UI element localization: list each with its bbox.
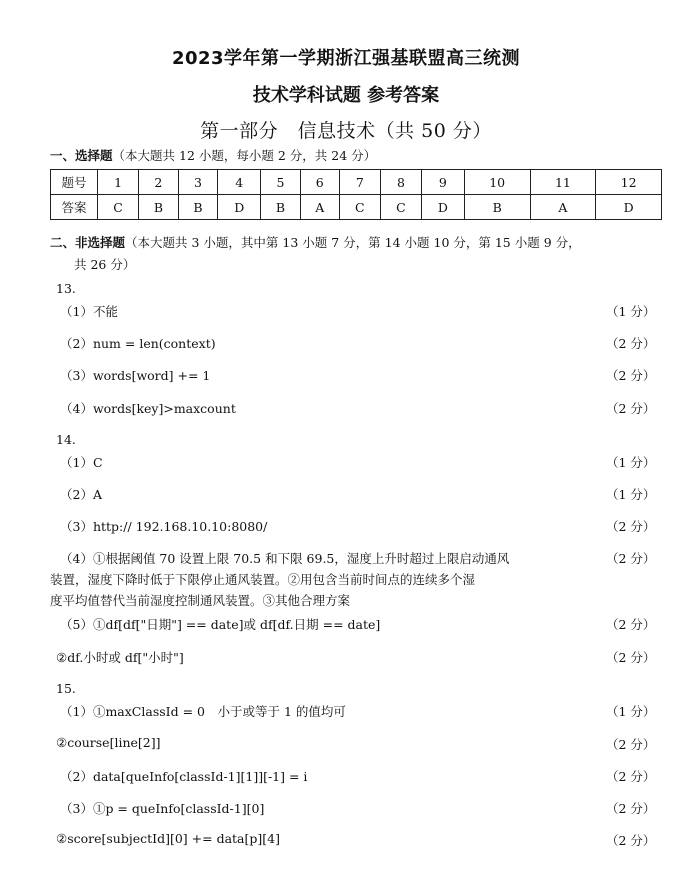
table-cell: A bbox=[530, 195, 596, 220]
q15-number: 15. bbox=[56, 681, 76, 696]
q13-item-3-points: （2 分） bbox=[606, 368, 656, 383]
table-cell: 7 bbox=[339, 170, 380, 195]
doc-subtitle: 技术学科试题 参考答案 bbox=[252, 85, 440, 106]
q14-item-1-points: （1 分） bbox=[606, 455, 656, 470]
q14-item-4-points: （2 分） bbox=[606, 551, 656, 566]
q14-number: 14. bbox=[56, 432, 76, 447]
table-cell: 6 bbox=[300, 170, 339, 195]
table-cell: 8 bbox=[380, 170, 421, 195]
part-title: 第一部分 信息技术（共 50 分） bbox=[200, 120, 492, 142]
section2-heading bbox=[50, 233, 581, 251]
q14-item-4-line1: （4）①根据阈值 70 设置上限 70.5 和下限 69.5，湿度上升时超过上限启动通风 bbox=[60, 551, 510, 566]
q15-item-3a: （3）①p = queInfo[classId-1][0] bbox=[60, 801, 265, 816]
table-cell: C bbox=[339, 195, 380, 220]
table-cell: 4 bbox=[218, 170, 261, 195]
q14-item-2: （2）A bbox=[60, 487, 102, 502]
q14-item-1: （1）C bbox=[60, 455, 103, 470]
q13-item-4: （4）words[key]>maxcount bbox=[60, 401, 236, 416]
table-cell: D bbox=[218, 195, 261, 220]
q15-item-3a-points: （2 分） bbox=[606, 801, 656, 816]
q13-item-3: （3）words[word] += 1 bbox=[60, 368, 211, 383]
table-header-answer: 答案 bbox=[51, 195, 98, 220]
q13-number: 13. bbox=[56, 281, 76, 296]
q13-item-4-points: （2 分） bbox=[606, 401, 656, 416]
table-cell: A bbox=[300, 195, 339, 220]
table-cell: 3 bbox=[178, 170, 218, 195]
q14-item-4-line3: 度平均值替代当前湿度控制通风装置。③其他合理方案 bbox=[50, 593, 351, 608]
q14-item-5b: ②df.小时或 df["小时"] bbox=[56, 650, 184, 665]
q13-item-1: （1）不能 bbox=[60, 304, 118, 319]
table-cell: 5 bbox=[261, 170, 301, 195]
q14-item-5a-points: （2 分） bbox=[606, 617, 656, 632]
q14-item-5a: （5）①df[df["日期"] == date]或 df[df.日期 == date] bbox=[60, 617, 381, 632]
table-cell: 1 bbox=[98, 170, 139, 195]
table-cell: C bbox=[380, 195, 421, 220]
table-row-question-numbers bbox=[51, 170, 662, 195]
q14-item-3-points: （2 分） bbox=[606, 519, 656, 534]
q14-item-4-line2: 装置，湿度下降时低于下限停止通风装置。②用包含当前时间点的连续多个湿 bbox=[50, 572, 476, 587]
section2-note-cont: 共 26 分） bbox=[74, 257, 136, 272]
table-row-answers bbox=[51, 195, 662, 220]
q15-item-1b-points: （2 分） bbox=[606, 737, 656, 752]
doc-title: 2023学年第一学期浙江强基联盟高三统测 bbox=[171, 48, 521, 69]
answer-table bbox=[50, 169, 662, 220]
section1-heading bbox=[50, 146, 376, 164]
table-cell: 9 bbox=[421, 170, 464, 195]
q15-item-2: （2）data[queInfo[classId-1][1]][-1] = i bbox=[60, 769, 308, 784]
table-cell: C bbox=[98, 195, 139, 220]
q14-item-2-points: （1 分） bbox=[606, 487, 656, 502]
table-cell: B bbox=[261, 195, 301, 220]
section1-note: （本大题共 12 小题，每小题 2 分，共 24 分） bbox=[112, 148, 377, 163]
table-cell: 2 bbox=[139, 170, 179, 195]
q14-item-5b-points: （2 分） bbox=[606, 650, 656, 665]
q15-item-3b: ②score[subjectId][0] += data[p][4] bbox=[56, 831, 280, 846]
q13-item-1-points: （1 分） bbox=[606, 304, 656, 319]
section2-note: （本大题共 3 小题，其中第 13 小题 7 分，第 14 小题 10 分，第 15 小题 9 分， bbox=[125, 235, 581, 250]
table-header-question: 题号 bbox=[51, 170, 98, 195]
q13-item-2-points: （2 分） bbox=[606, 336, 656, 351]
section1-heading-label: 一、选择题 bbox=[50, 148, 113, 163]
q14-item-3: （3）http:// 192.168.10.10:8080/ bbox=[60, 519, 268, 534]
table-cell: B bbox=[464, 195, 530, 220]
table-cell: 11 bbox=[530, 170, 596, 195]
q15-item-1b: ②course[line[2]] bbox=[56, 735, 161, 750]
section2-heading-label: 二、非选择题 bbox=[50, 235, 126, 250]
q15-item-3b-points: （2 分） bbox=[606, 833, 656, 848]
q13-item-2: （2）num = len(context) bbox=[60, 336, 216, 351]
q15-item-1a-points: （1 分） bbox=[606, 704, 656, 719]
table-cell: D bbox=[596, 195, 662, 220]
table-cell: B bbox=[178, 195, 218, 220]
table-cell: 12 bbox=[596, 170, 662, 195]
table-cell: B bbox=[139, 195, 179, 220]
q15-item-2-points: （2 分） bbox=[606, 769, 656, 784]
q15-item-1a: （1）①maxClassId = 0 小于或等于 1 的值均可 bbox=[60, 704, 346, 719]
table-cell: 10 bbox=[464, 170, 530, 195]
table-cell: D bbox=[421, 195, 464, 220]
